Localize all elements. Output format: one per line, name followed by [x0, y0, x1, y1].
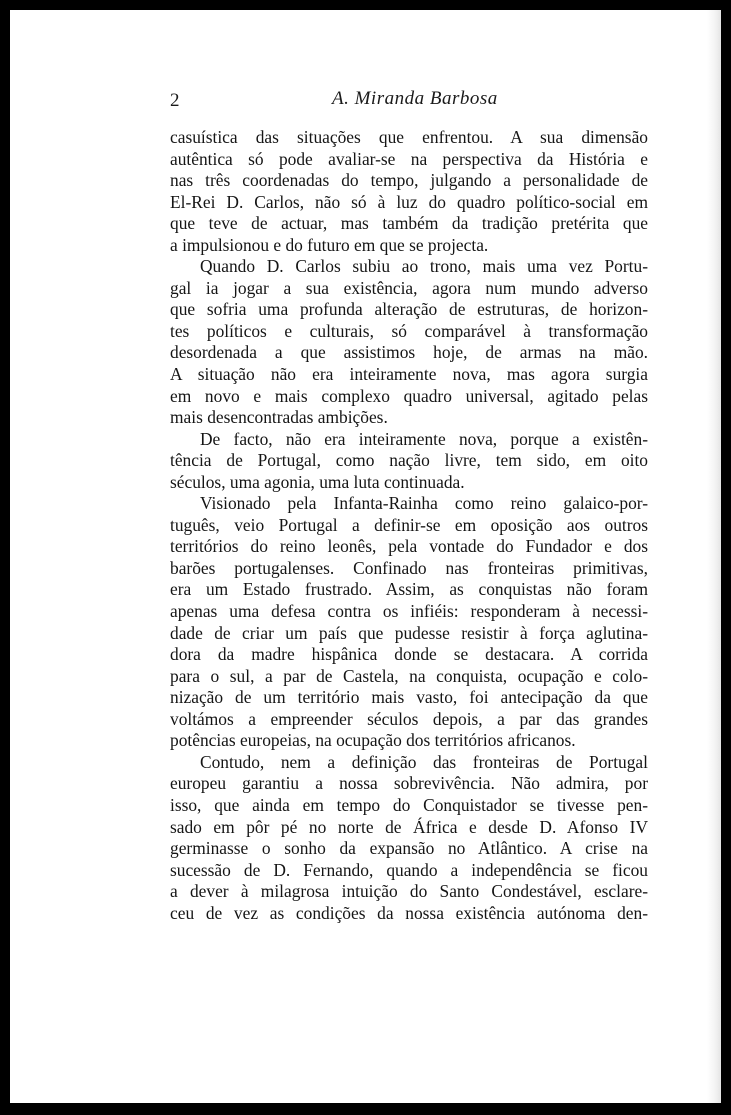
text-line: territórios do reino leonês, pela vontade do Fundador e dos	[170, 536, 648, 557]
paragraph	[170, 127, 648, 256]
text-line: voltámos a empreender séculos depois, a par das grandes	[170, 708, 648, 729]
paragraph	[170, 429, 648, 494]
text-line: dade de criar um país que pudesse resistir à força aglutina-	[170, 622, 648, 643]
text-line: germinasse o sonho da expansão no Atlântico. A crise na	[170, 838, 648, 859]
text-line: sucessão de D. Fernando, quando a independência se ficou	[170, 859, 648, 880]
page-edge-shadow	[707, 10, 721, 1103]
page-number: 2	[170, 90, 180, 111]
text-line: tência de Portugal, como nação livre, tem sido, em oito	[170, 450, 648, 471]
text-line: mais desencontradas ambições.	[170, 407, 388, 428]
text-line: Contudo, nem a definição das fronteiras de Portugal	[200, 751, 648, 772]
text-line: De facto, não era inteiramente nova, porque a existên-	[200, 428, 648, 449]
text-line: tes políticos e culturais, só comparável à transformação	[170, 320, 648, 341]
text-line: gal ia jogar a sua existência, agora num mundo adverso	[170, 277, 648, 298]
text-line: dora da madre hispânica donde se destacara. A corrida	[170, 644, 648, 665]
text-line: em novo e mais complexo quadro universal, agitado pelas	[170, 385, 648, 406]
paragraph	[170, 256, 648, 428]
text-line: séculos, uma agonia, uma luta continuada.	[170, 471, 465, 492]
text-line: El-Rei D. Carlos, não só à luz do quadro político-social em	[170, 191, 648, 212]
text-line: para o sul, a par de Castela, na conquista, ocupação e colo-	[170, 665, 648, 686]
text-line: potências europeias, na ocupação dos territórios africanos.	[170, 730, 576, 751]
running-title: A. Miranda Barbosa	[332, 88, 498, 109]
text-line: ceu de vez as condições da nossa existência autónoma den-	[170, 902, 648, 923]
body-text	[170, 127, 648, 924]
text-line: a dever à milagrosa intuição do Santo Condestável, esclare-	[170, 881, 648, 902]
scanned-page	[10, 10, 721, 1103]
text-line: nização de um território mais vasto, foi antecipação da que	[170, 687, 648, 708]
text-line: desordenada a que assistimos hoje, de armas na mão.	[170, 342, 648, 363]
text-line: Quando D. Carlos subiu ao trono, mais uma vez Portu-	[200, 256, 648, 277]
paragraph	[170, 493, 648, 752]
text-line: isso, que ainda em tempo do Conquistador se tivesse pen-	[170, 794, 648, 815]
text-line: europeu garantiu a nossa sobrevivência. Não admira, por	[170, 773, 648, 794]
text-line: que sofria uma profunda alteração de estruturas, de horizon-	[170, 299, 648, 320]
text-line: tuguês, veio Portugal a definir-se em oposição aos outros	[170, 514, 648, 535]
text-line: sado em pôr pé no norte de África e desde D. Afonso IV	[170, 816, 648, 837]
text-line: A situação não era inteiramente nova, mas agora surgia	[170, 364, 648, 385]
running-head	[170, 88, 650, 116]
text-line: era um Estado frustrado. Assim, as conquistas não foram	[170, 579, 648, 600]
text-line: que teve de actuar, mas também da tradição pretérita que	[170, 213, 648, 234]
text-line: Visionado pela Infanta-Rainha como reino galaico-por-	[200, 493, 648, 514]
paragraph	[170, 752, 648, 924]
text-line: casuística das situações que enfrentou. A sua dimensão	[170, 127, 648, 147]
text-line: apenas uma defesa contra os infiéis: responderam à necessi-	[170, 601, 648, 622]
text-line: barões portugalenses. Confinado nas fronteiras primitivas,	[170, 557, 648, 578]
text-line: nas três coordenadas do tempo, julgando a personalidade de	[170, 170, 648, 191]
text-line: autêntica só pode avaliar-se na perspectiva da História e	[170, 148, 648, 169]
text-line: a impulsionou e do futuro em que se projecta.	[170, 234, 489, 255]
